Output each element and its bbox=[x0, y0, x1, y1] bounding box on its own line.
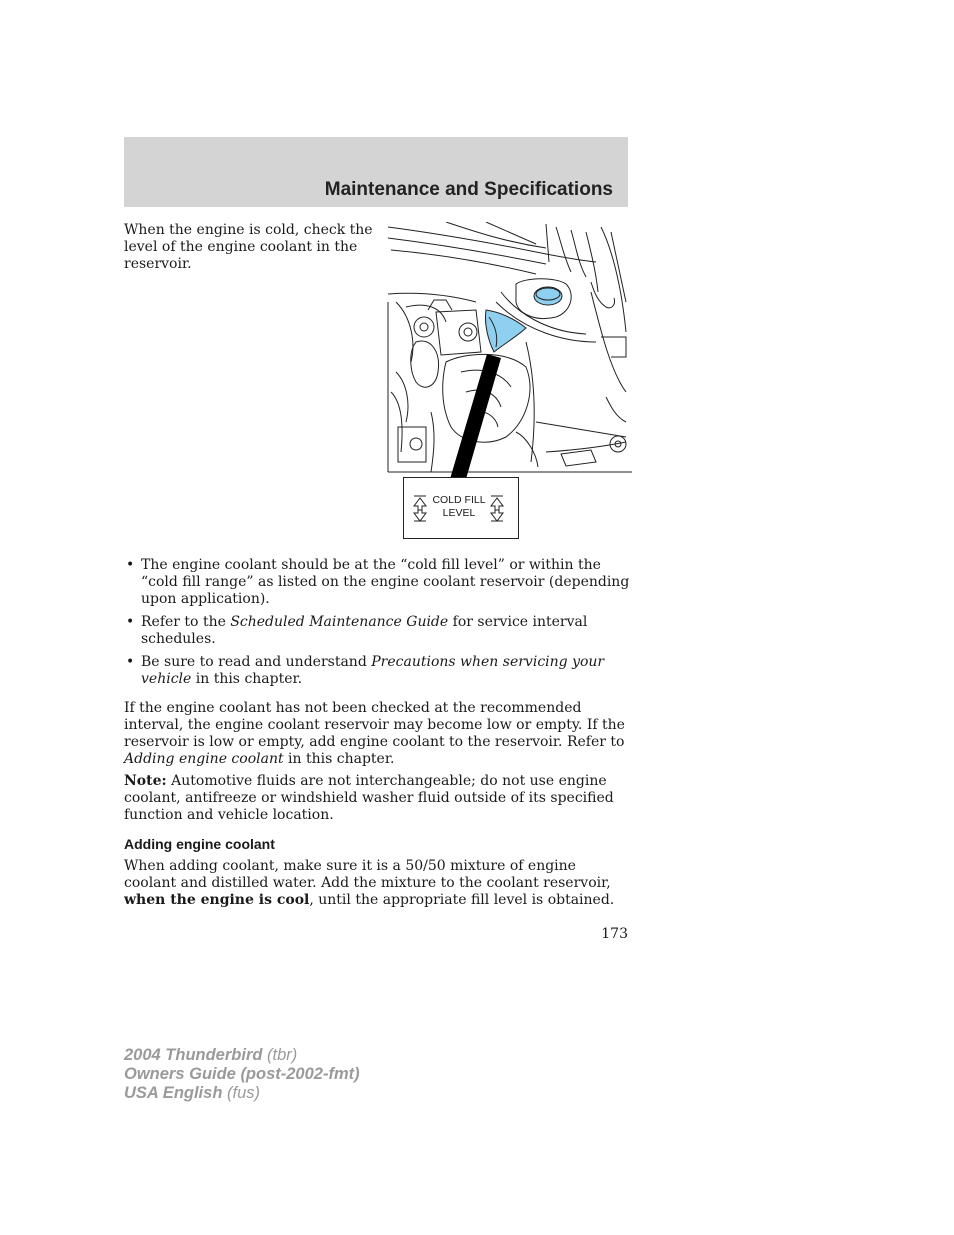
bullet-reference: Scheduled Maintenance Guide bbox=[230, 614, 449, 630]
bullet-dot: • bbox=[126, 614, 135, 630]
intro-paragraph: When the engine is cold, check the level of the engine coolant in the reservoir. bbox=[124, 222, 373, 272]
page-number: 173 bbox=[601, 926, 628, 942]
bullet-dot: • bbox=[126, 654, 135, 670]
paragraph-text: in this chapter. bbox=[283, 751, 395, 767]
bullet-text: in this chapter. bbox=[191, 671, 303, 687]
footer-language-code: (fus) bbox=[222, 1084, 260, 1102]
bullet-text: Be sure to read and understand bbox=[141, 654, 372, 670]
bullet-text: Refer to the bbox=[141, 614, 231, 630]
bullet-dot: • bbox=[126, 557, 135, 573]
bullet-text: The engine coolant should be at the “cold fill level” or within the “cold fill range” as listed on the engine coolant reservoir (depending upon application). bbox=[141, 557, 630, 607]
emphasis-text: when the engine is cool bbox=[124, 892, 310, 908]
footer-guide: Owners Guide (post-2002-fmt) bbox=[124, 1065, 360, 1083]
chapter-header-band bbox=[124, 137, 628, 207]
note-label: Note: bbox=[124, 773, 167, 789]
footer-model: 2004 Thunderbird bbox=[124, 1046, 263, 1064]
paragraph-text: If the engine coolant has not been checked at the recommended interval, the engine coolant reservoir may become low or empty. If the reservoir is low or empty, add engine coolant to the reservoir. Refer to bbox=[124, 700, 625, 750]
note-paragraph bbox=[124, 773, 630, 824]
adding-coolant-paragraph bbox=[124, 858, 630, 909]
paragraph-text: When adding coolant, make sure it is a 50/50 mixture of engine coolant and distilled water. Add the mixture to the coolant reservoir, bbox=[124, 858, 611, 891]
bullet-text: for service interval schedules. bbox=[141, 614, 588, 647]
bullet-reference: Precautions when servicing your vehicle bbox=[141, 654, 605, 687]
cold-fill-level-label bbox=[428, 494, 490, 520]
footer-model-code: (tbr) bbox=[262, 1046, 298, 1064]
cold-fill-label-line1: COLD FILL bbox=[432, 494, 486, 506]
reservoir-paragraph bbox=[124, 700, 630, 768]
list-item bbox=[124, 654, 630, 688]
document-footer bbox=[124, 1046, 360, 1103]
cold-fill-label-line2: LEVEL bbox=[442, 507, 476, 519]
note-text: Automotive fluids are not interchangeable; do not use engine coolant, antifreeze or windshield washer fluid outside of its specified function and vehicle location. bbox=[124, 773, 614, 823]
footer-language: USA English bbox=[124, 1084, 223, 1102]
list-item bbox=[124, 557, 630, 608]
bullet-list bbox=[124, 557, 630, 694]
section-reference: Adding engine coolant bbox=[124, 751, 284, 767]
section-heading: Adding engine coolant bbox=[124, 836, 275, 852]
cold-fill-level-callout bbox=[403, 477, 519, 539]
paragraph-text: , until the appropriate fill level is obtained. bbox=[309, 892, 615, 908]
up-down-arrow-icon bbox=[412, 494, 428, 522]
up-down-arrow-icon bbox=[489, 494, 505, 522]
chapter-title: Maintenance and Specifications bbox=[324, 179, 613, 200]
list-item bbox=[124, 614, 630, 648]
